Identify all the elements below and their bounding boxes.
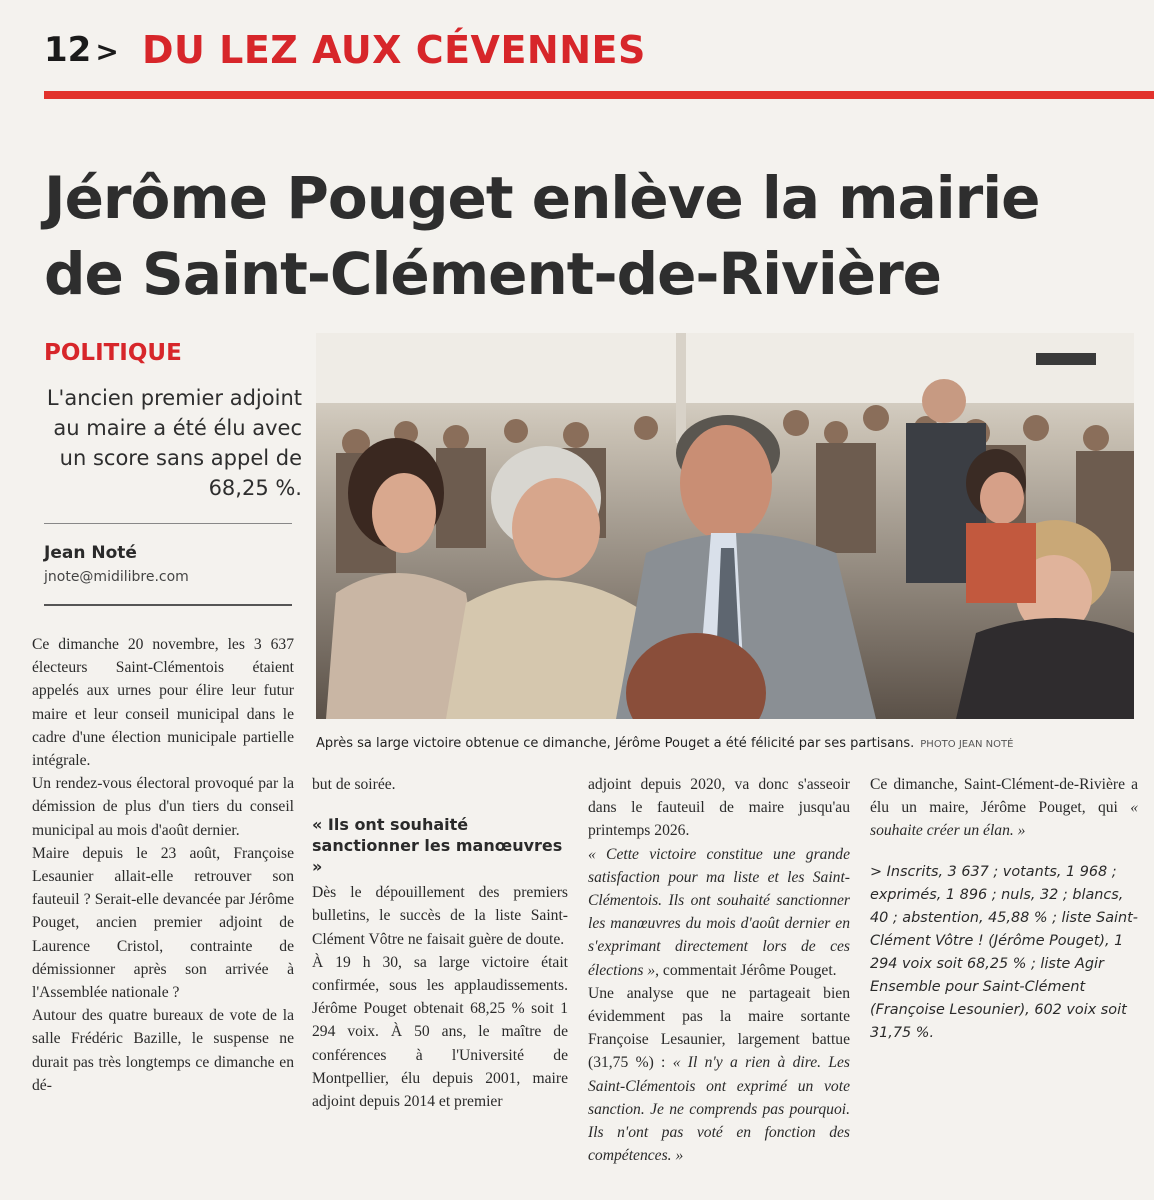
author-name: Jean Noté: [44, 543, 137, 563]
conclusion-text: Ce dimanche, Saint-Clément-de-Rivière a élu un maire, Jérôme Pouget, qui: [870, 776, 1138, 817]
crowd-photo-illustration: [316, 333, 1134, 719]
author-divider: [44, 604, 292, 606]
winner-quote: « Cette victoire constitue une grande satisfaction pour ma liste et les Saint-Clémentois. Ils ont souhaité sanctionner les manœuvres du mois d'août dernier en s'exprimant directement lors de ces élections »: [588, 845, 850, 979]
article-column-4: [870, 773, 1138, 1045]
paragraph-suspense-end: but de soirée.: [312, 776, 396, 793]
article-photo: [316, 333, 1134, 719]
article-column-3: [588, 773, 850, 1183]
loser-quote-start: « Il n'y a rien à dire. Les Saint-Clémentois ont exprimé un vote sanction. Je ne comprends pas pourquoi. Ils n'ont pas voté en fonction des compétences. »: [588, 1054, 850, 1165]
paragraph-conclusion: [870, 773, 1138, 843]
paragraph-intro: Ce dimanche 20 novembre, les 3 637 électeurs Saint-Clémentois étaient appelés aux urnes pour élire leur futur maire et leur conseil municipal dans le cadre d'une élection municipale partielle intégrale.: [32, 636, 294, 770]
paragraph-suspense: Autour des quatre bureaux de vote de la salle Frédéric Bazille, le suspense ne durait pas très longtemps ce dimanche en dé-: [32, 1007, 294, 1094]
election-results: > Inscrits, 3 637 ; votants, 1 968 ; exprimés, 1 896 ; nuls, 32 ; blancs, 40 ; abstention, 45,88 % ; liste Saint-Clément Vôtre ! (Jérôme Pouget), 1 294 voix soit 68,25 % ; liste Agir Ensemble pour Saint-Clément (Françoise Lesounier), 602 voix soit 31,75 %.: [870, 863, 1139, 1041]
kicker: POLITIQUE: [44, 340, 182, 366]
author-email: jnote@midilibre.com: [44, 569, 189, 585]
paragraph-loser: [588, 982, 850, 1168]
intertitle: « Ils ont souhaité sanctionner les manœuvres »: [312, 815, 563, 877]
page-number: [44, 30, 119, 70]
paragraph-counting: Dès le dépouillement des premiers bulletins, le succès de la liste Saint-Clément Vôtre ne faisait guère de doute.: [312, 884, 568, 948]
section-title: DU LEZ AUX CÉVENNES: [142, 28, 646, 72]
photo-caption: [316, 736, 1146, 751]
headline-line-2: de Saint-Clément-de-Rivière: [44, 240, 942, 308]
page-arrow: >: [95, 35, 119, 68]
loser-intro: Une analyse que ne partageait bien évidemment pas la maire sortante Françoise Lesaunier, largement battue (31,75 %) :: [588, 984, 850, 1072]
paragraph-mandate: adjoint depuis 2020, va donc s'asseoir dans le fauteuil de maire jusqu'au printemps 2026.: [588, 776, 850, 840]
photo-credit: PHOTO JEAN NOTÉ: [920, 739, 1014, 750]
paragraph-winner-quote: [588, 843, 850, 982]
article-column-1: [32, 633, 294, 1097]
caption-text: Après sa large victoire obtenue ce dimanche, Jérôme Pouget a été félicité par ses partisans.: [316, 736, 915, 751]
paragraph-question: Maire depuis le 23 août, Françoise Lesaunier allait-elle retrouver son fauteuil ? Serait-elle devancée par Jérôme Pouget, ancien premier adjoint de Laurence Cristol, contrainte de démissionner après son arrivée à l'Assemblée nationale ?: [32, 844, 294, 1002]
paragraph-victory: À 19 h 30, sa large victoire était confirmée, sous les applaudissements. Jérôme Pouget obtenait 68,25 % soit 1 294 voix. À 50 ans, le maître de conférences à l'Université de Montpellier, élu depuis 2001, maire adjoint depuis 2014 et premier: [312, 953, 568, 1111]
section-rule: [44, 91, 1154, 99]
chapo: L'ancien premier adjoint au maire a été élu avec un score sans appel de 68,25 %.: [46, 386, 302, 500]
page-number-value: 12: [44, 30, 92, 70]
winner-quote-attribution: , commentait Jérôme Pouget.: [655, 961, 837, 979]
article-column-2: [312, 773, 568, 1113]
headline: [44, 160, 1134, 312]
conclusion-quote: « souhaite créer un élan. »: [870, 799, 1138, 840]
chapo-divider: [44, 523, 292, 524]
paragraph-context: Un rendez-vous électoral provoqué par la démission de plus d'un tiers du conseil municipal au mois d'août dernier.: [32, 775, 294, 839]
headline-line-1: Jérôme Pouget enlève la mairie: [44, 164, 1040, 232]
